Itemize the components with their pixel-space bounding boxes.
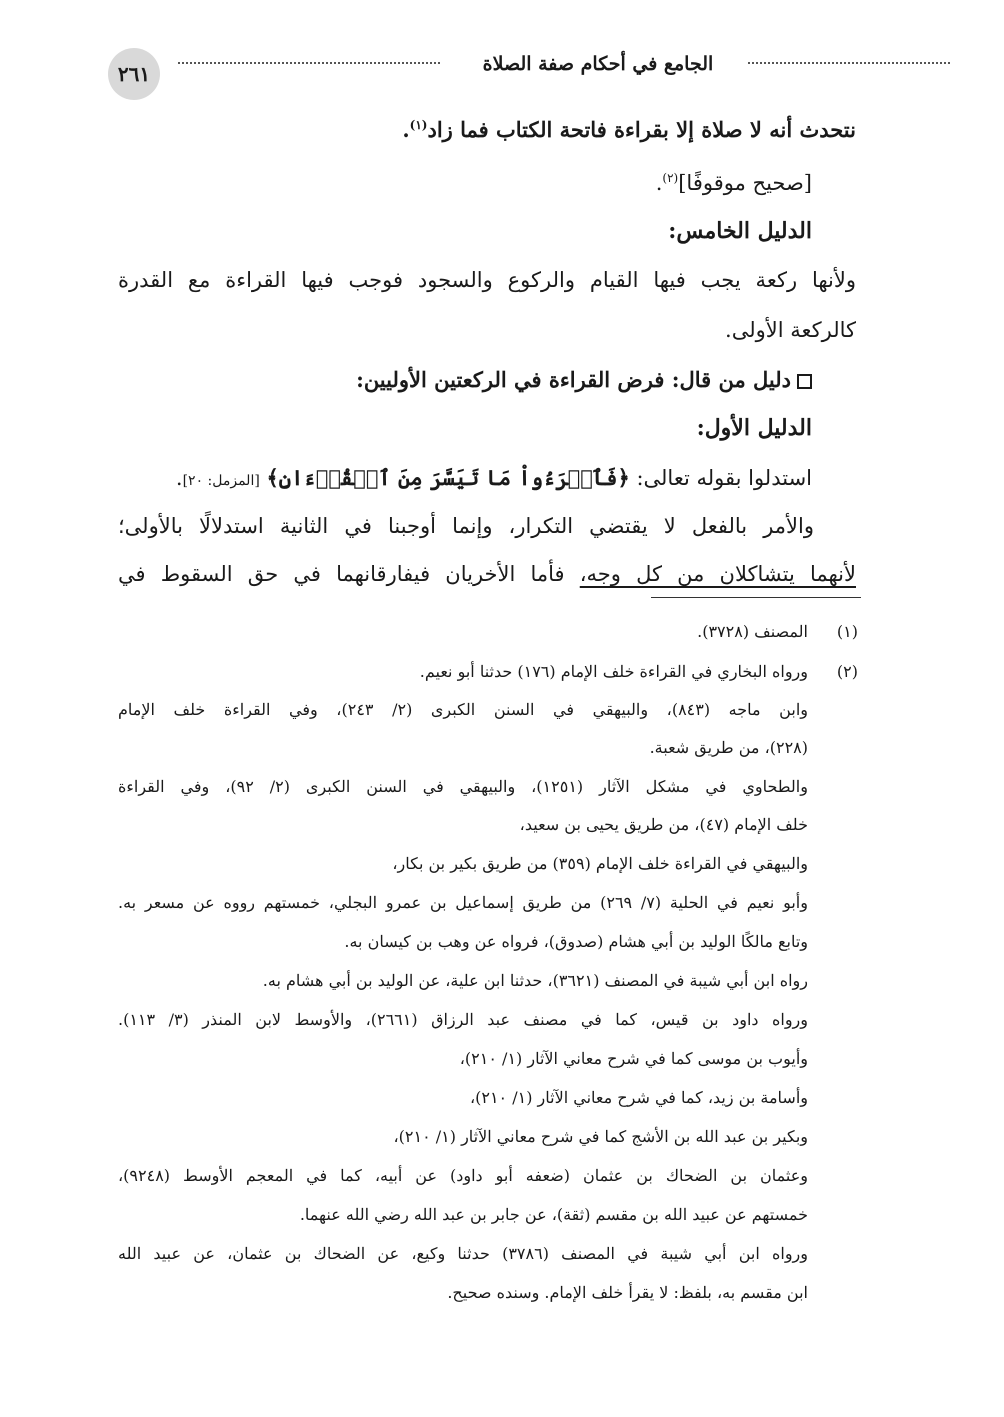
body-line-2: [صحيح موقوفًا]$^{(٢)}$. <box>655 171 812 195</box>
footnote-2-line: وأسامة بن زيد، كما في شرح معاني الآثار (١/ ٢١٠)، <box>469 1088 808 1107</box>
checkbox-bullet-icon <box>797 374 812 389</box>
surah-reference: [المزمل: ٢٠] <box>182 473 260 489</box>
body-line-9: والأمر بالفعل لا يقتضي التكرار، وإنما أوجبنا في الثانية استدلالًا بالأولى؛ <box>118 514 814 538</box>
footnote-number-2: (٢) <box>836 662 858 681</box>
body-line-4: ولأنها ركعة يجب فيها القيام والركوع والسجود فوجب فيها القراءة مع القدرة <box>118 268 856 292</box>
body-line-quran: استدلوا بقوله تعالى: ﴿فَٱقۡرَءُواْ مَا تَيَسَّرَ مِنَ ٱلۡقُرۡءَانِ﴾ [المزمل: ٢٠]. <box>175 465 812 490</box>
footnote-2-line: رواه ابن أبي شيبة في المصنف (٣٦٢١)، حدثنا ابن علية، عن الوليد بن أبي هشام به. <box>262 971 808 990</box>
page-header <box>108 48 848 98</box>
running-title: الجامع في أحكام صفة الصلاة <box>482 53 714 75</box>
footnote-2-line: ورواه داود بن قيس، كما في مصنف عبد الرزاق (٢٦٦١)، والأوسط لابن المنذر (٣/ ١١٣). <box>118 1010 808 1029</box>
footnote-ref-2[interactable]: (٢) <box>662 171 679 185</box>
footnote-2-line: ورواه ابن أبي شيبة في المصنف (٣٧٨٦) حدثنا وكيع، عن الضحاك بن عثمان، عن عبيد الله <box>118 1244 808 1263</box>
body-line-10: لأنهما يتشاكلان من كل وجه، فأما الأخريان فيفارقانهما في حق السقوط في <box>118 562 856 586</box>
section-heading-fifth-evidence: الدليل الخامس: <box>668 218 812 244</box>
quran-verse: ﴿فَٱقۡرَءُواْ مَا تَيَسَّرَ مِنَ ٱلۡقُرۡءَانِ﴾ <box>266 465 630 490</box>
page-number: ٢٦١ <box>108 48 160 100</box>
footnote-1: المصنف (٣٧٢٨). <box>697 622 808 641</box>
section-heading-first-evidence: الدليل الأول: <box>696 415 812 441</box>
footnote-2-line: خلف الإمام (٤٧)، من طريق يحيى بن سعيد، <box>519 815 808 834</box>
header-dotted-rule-left <box>178 62 440 64</box>
footnote-2-line: والطحاوي في مشكل الآثار (١٢٥١)، والبيهقي في السنن الكبرى (٢/ ٩٢)، وفي القراءة <box>118 777 808 796</box>
footnote-2-line: وأيوب بن موسى كما في شرح معاني الآثار (١/ ٢١٠)، <box>459 1049 808 1068</box>
footnote-2-line: ابن مقسم به، بلفظ: لا يقرأ خلف الإمام. وسنده صحيح. <box>447 1283 808 1302</box>
footnote-2-line: ورواه البخاري في القراءة خلف الإمام (١٧٦) حدثنا أبو نعيم. <box>419 662 808 681</box>
footnote-2-line: وعثمان بن الضحاك بن عثمان (ضعفه أبو داود) عن أبيه، كما في المعجم الأوسط (٩٢٤٨)، <box>118 1166 808 1185</box>
body-line-5: كالركعة الأولى. <box>725 318 856 342</box>
footnote-number-1: (١) <box>836 622 858 641</box>
underlined-phrase: لأنهما يتشاكلان من كل وجه، <box>579 562 856 586</box>
footnote-separator <box>651 597 861 598</box>
footnote-2-line: (٢٢٨)، من طريق شعبة. <box>649 738 808 757</box>
footnote-ref-1[interactable]: (١) <box>409 118 428 132</box>
section-heading-opinion: دليل من قال: فرض القراءة في الركعتين الأوليين: <box>356 365 812 395</box>
body-line-1: نتحدث أنه لا صلاة إلا بقراءة فاتحة الكتاب فما زاد$^{(١)}$. <box>402 117 856 142</box>
footnote-2-line: وتابع مالكًا الوليد بن أبي هشام (صدوق)، فرواه عن وهب بن كيسان به. <box>344 932 808 951</box>
header-dotted-rule-right <box>748 62 950 64</box>
footnote-2-line: وابن ماجه (٨٤٣)، والبيهقي في السنن الكبرى (٢/ ٢٤٣)، وفي القراءة خلف الإمام <box>118 700 808 719</box>
footnote-2-line: والبيهقي في القراءة خلف الإمام (٣٥٩) من طريق بكير بن بكار، <box>392 854 808 873</box>
footnote-2-line: وبكير بن عبد الله بن الأشج كما في شرح معاني الآثار (١/ ٢١٠)، <box>393 1127 808 1146</box>
footnote-2-line: خمستهم عن عبيد الله بن مقسم (ثقة)، عن جابر بن عبد الله رضي الله عنهما. <box>299 1205 808 1224</box>
footnote-2-line: وأبو نعيم في الحلية (٧/ ٢٦٩) من طريق إسماعيل بن عمرو البجلي، خمستهم رووه عن مسعر به. <box>118 893 808 912</box>
